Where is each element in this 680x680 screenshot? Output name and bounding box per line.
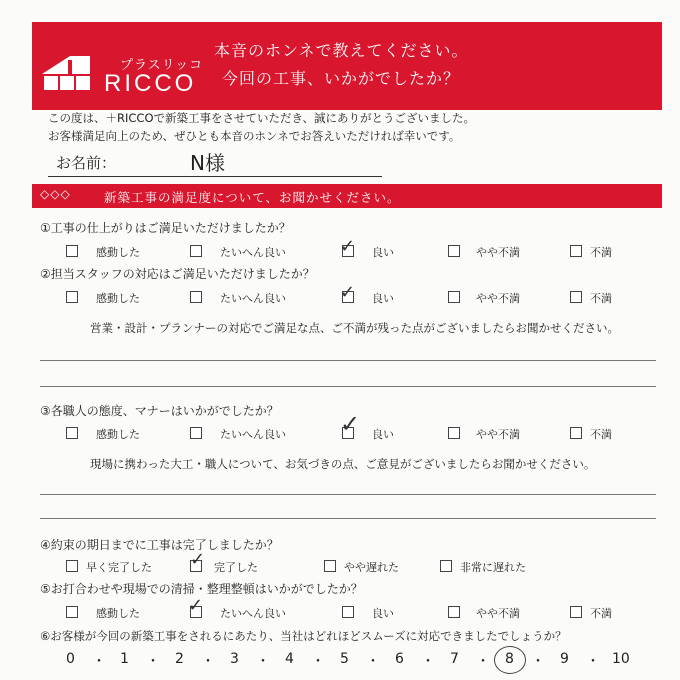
scale-separator: ・	[146, 654, 160, 670]
q1-checkbox-2[interactable]	[190, 245, 202, 257]
intro-line-2: お客様満足向上のため、ぜひとも本音のホンネでお答えいただければ幸いです。	[48, 129, 461, 143]
q5-option-1: 感動した	[96, 607, 140, 620]
q4-option-2: 完了した	[214, 561, 258, 574]
section-marker: ◇◇◇	[40, 187, 71, 201]
name-value[interactable]: N様	[190, 151, 225, 175]
scale-separator: ・	[531, 654, 545, 670]
scale-separator: ・	[256, 654, 270, 670]
q2-checkbox-1[interactable]	[66, 291, 78, 303]
scale-value-7[interactable]: 7	[450, 651, 459, 667]
section-title: 新築工事の満足度について、お聞かせください。	[104, 190, 401, 205]
house-logo-icon	[40, 52, 92, 92]
header-line-1: 本音のホンネで教えてください。	[214, 41, 469, 60]
scale-value-4[interactable]: 4	[285, 651, 294, 667]
q5-option-2: たいへん良い	[220, 607, 286, 620]
q5-option-3: 良い	[372, 607, 394, 620]
q1-option-4: やや不満	[476, 246, 520, 259]
q3-option-5: 不満	[590, 428, 612, 441]
q3-option-2: たいへん良い	[220, 428, 286, 441]
scale-separator: ・	[421, 654, 435, 670]
q2-option-3: 良い	[372, 292, 394, 305]
q4-checkbox-1[interactable]	[66, 560, 78, 572]
check-mark-icon: ✓	[340, 410, 361, 438]
q4-option-1: 早く完了した	[86, 561, 152, 574]
scale-value-8[interactable]: 8	[505, 651, 514, 667]
scale-separator: ・	[476, 654, 490, 670]
q2-checkbox-5[interactable]	[570, 291, 582, 303]
q5-checkbox-5[interactable]	[570, 606, 582, 618]
question-3: ③各職人の態度、マナーはいかがでしたか？	[40, 404, 279, 418]
q3-checkbox-1[interactable]	[66, 427, 78, 439]
q3-note: 現場に携わった大工・職人について、お気づきの点、ご意見がございましたらお聞かせください。	[90, 457, 596, 471]
scale-value-10[interactable]: 10	[612, 651, 630, 667]
q1-checkbox-4[interactable]	[448, 245, 460, 257]
q1-option-2: たいへん良い	[220, 246, 286, 259]
scale-value-0[interactable]: 0	[66, 651, 75, 667]
q4-option-3: やや遅れた	[344, 561, 399, 574]
answer-line[interactable]	[40, 386, 656, 387]
q1-checkbox-5[interactable]	[570, 245, 582, 257]
q1-option-1: 感動した	[96, 246, 140, 259]
q4-checkbox-4[interactable]	[440, 560, 452, 572]
name-label: お名前：	[56, 154, 117, 172]
q3-checkbox-5[interactable]	[570, 427, 582, 439]
q5-option-4: やや不満	[476, 607, 520, 620]
q2-option-4: やや不満	[476, 292, 520, 305]
q5-checkbox-3[interactable]	[342, 606, 354, 618]
check-mark-icon: ✓	[340, 236, 356, 257]
q2-checkbox-2[interactable]	[190, 291, 202, 303]
q1-checkbox-1[interactable]	[66, 245, 78, 257]
question-5: ⑤お打合わせや現場での清掃・整理整頓はいかがでしたか？	[40, 582, 363, 596]
q3-option-4: やや不満	[476, 428, 520, 441]
question-6: ⑥お客様が今回の新築工事をされるにあたり、当社はどれほどスムーズに対応できましたでしょうか？	[40, 629, 567, 643]
brand-name: RICCO	[104, 70, 197, 97]
q2-option-5: 不満	[590, 292, 612, 305]
scale-value-9[interactable]: 9	[560, 651, 569, 667]
scale-value-1[interactable]: 1	[120, 651, 129, 667]
scale-separator: ・	[366, 654, 380, 670]
q3-option-1: 感動した	[96, 428, 140, 441]
answer-line[interactable]	[40, 518, 656, 519]
scale-separator: ・	[586, 654, 600, 670]
scale-value-2[interactable]: 2	[175, 651, 184, 667]
brand-subtitle: プラスリッコ	[120, 58, 204, 73]
scale-separator: ・	[201, 654, 215, 670]
scale-value-5[interactable]: 5	[340, 651, 349, 667]
answer-line[interactable]	[40, 494, 656, 495]
q1-option-5: 不満	[590, 246, 612, 259]
check-mark-icon: ✓	[190, 549, 206, 570]
scale-value-3[interactable]: 3	[230, 651, 239, 667]
q2-note: 営業・設計・プランナーの対応でご満足な点、ご不満が残った点がございましたらお聞かせください。	[90, 321, 619, 335]
header-line-2: 今回の工事、いかがでしたか？	[222, 69, 461, 88]
q2-option-1: 感動した	[96, 292, 140, 305]
q2-option-2: たいへん良い	[220, 292, 286, 305]
scale-value-6[interactable]: 6	[395, 651, 404, 667]
q3-checkbox-2[interactable]	[190, 427, 202, 439]
question-2: ②担当スタッフの対応はご満足いただけましたか？	[40, 267, 315, 281]
q5-option-5: 不満	[590, 607, 612, 620]
q3-checkbox-4[interactable]	[448, 427, 460, 439]
q3-option-3: 良い	[372, 428, 394, 441]
question-1: ①工事の仕上がりはご満足いただけましたか？	[40, 221, 291, 235]
check-mark-icon: ✓	[340, 282, 356, 303]
scale-separator: ・	[92, 654, 106, 670]
q4-option-4: 非常に遅れた	[460, 561, 526, 574]
q4-checkbox-3[interactable]	[324, 560, 336, 572]
q2-checkbox-4[interactable]	[448, 291, 460, 303]
name-underline	[48, 176, 382, 177]
q5-checkbox-4[interactable]	[448, 606, 460, 618]
question-4: ④約束の期日までに工事は完了しましたか？	[40, 538, 279, 552]
q5-checkbox-1[interactable]	[66, 606, 78, 618]
intro-line-1: この度は、＋RICCOで新築工事をさせていただき、誠にありがとうございました。	[48, 111, 476, 125]
q1-option-3: 良い	[372, 246, 394, 259]
scale-separator: ・	[311, 654, 325, 670]
check-mark-icon: ✓	[188, 595, 204, 616]
answer-line[interactable]	[40, 360, 656, 361]
